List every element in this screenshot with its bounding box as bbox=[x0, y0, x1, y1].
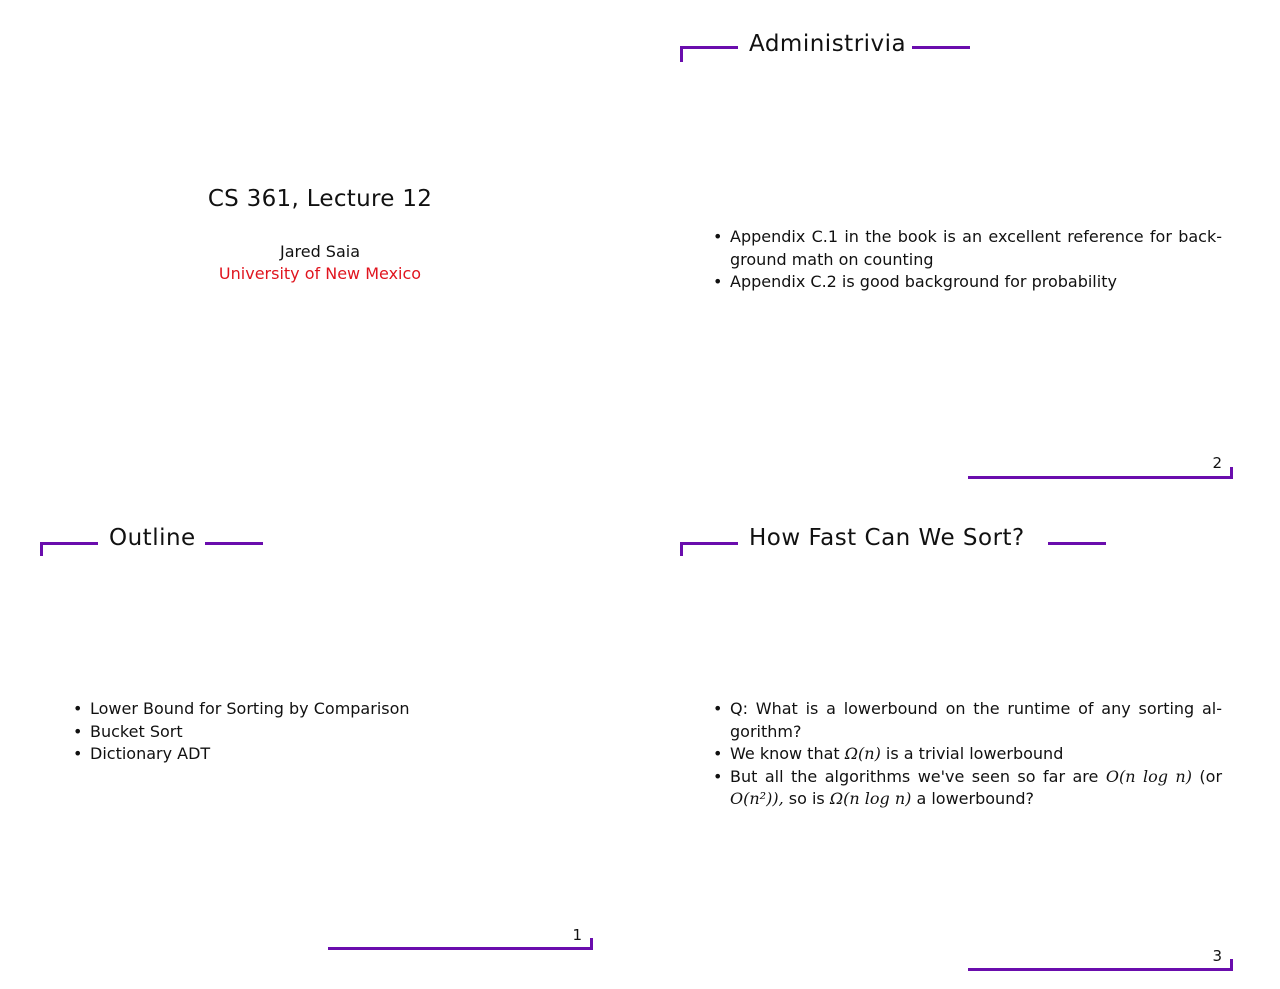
header-rule-right bbox=[1048, 542, 1106, 545]
math-omega-nlogn: Ω(n log n) bbox=[829, 789, 912, 808]
header-rule-left bbox=[680, 46, 738, 49]
affiliation: University of New Mexico bbox=[218, 264, 422, 283]
footer-rule-tick bbox=[1230, 467, 1233, 479]
header-rule-tick bbox=[40, 542, 43, 556]
footer-rule bbox=[328, 947, 593, 950]
list-item: • Appendix C.2 is good background for probability bbox=[713, 272, 1117, 291]
header-rule-tick bbox=[680, 46, 683, 62]
math-o-n-squared: O(n²)), bbox=[730, 789, 784, 808]
list-item: • We know that Ω(n) is a trivial lowerbound bbox=[713, 744, 1064, 763]
page-number: 3 bbox=[1212, 947, 1222, 965]
administrivia-bullets bbox=[712, 226, 1222, 294]
footer-rule bbox=[968, 968, 1233, 971]
author-name: Jared Saia bbox=[279, 242, 361, 261]
list-item: • But all the algorithms we've seen so far are O(n log n) (or O(n²)), so is Ω(n log n) a lowerbound? bbox=[713, 766, 1223, 808]
list-item: • Q: What is a lowerbound on the runtime of any sorting al- gorithm? bbox=[713, 699, 1222, 741]
footer-rule bbox=[968, 476, 1233, 479]
header-rule-right bbox=[205, 542, 263, 545]
slide-title-sorting: How Fast Can We Sort? bbox=[749, 525, 1025, 551]
slide-title-administrivia: Administrivia bbox=[749, 31, 907, 57]
footer-rule-tick bbox=[1230, 959, 1233, 971]
math-o-nlogn: O(n log n) bbox=[1105, 766, 1192, 786]
sorting-bullets bbox=[712, 698, 1222, 811]
outline-bullets bbox=[72, 698, 572, 766]
lecture-title: CS 361, Lecture 12 bbox=[207, 186, 433, 212]
header-rule-tick bbox=[680, 542, 683, 556]
math-omega-n: Ω(n) bbox=[844, 744, 881, 763]
header-rule-left bbox=[40, 542, 98, 545]
page-number: 1 bbox=[572, 926, 582, 944]
page-number: 2 bbox=[1212, 454, 1222, 472]
list-item: • Dictionary ADT bbox=[73, 744, 211, 763]
list-item: • Bucket Sort bbox=[73, 721, 183, 741]
footer-rule-tick bbox=[590, 938, 593, 950]
list-item: • Lower Bound for Sorting by Comparison bbox=[73, 699, 410, 718]
list-item: • Appendix C.1 in the book is an excellent reference for back- ground math on counting bbox=[713, 227, 1222, 269]
header-rule-right bbox=[912, 46, 970, 49]
header-rule-left bbox=[680, 542, 738, 545]
slide-title-outline: Outline bbox=[109, 525, 196, 551]
